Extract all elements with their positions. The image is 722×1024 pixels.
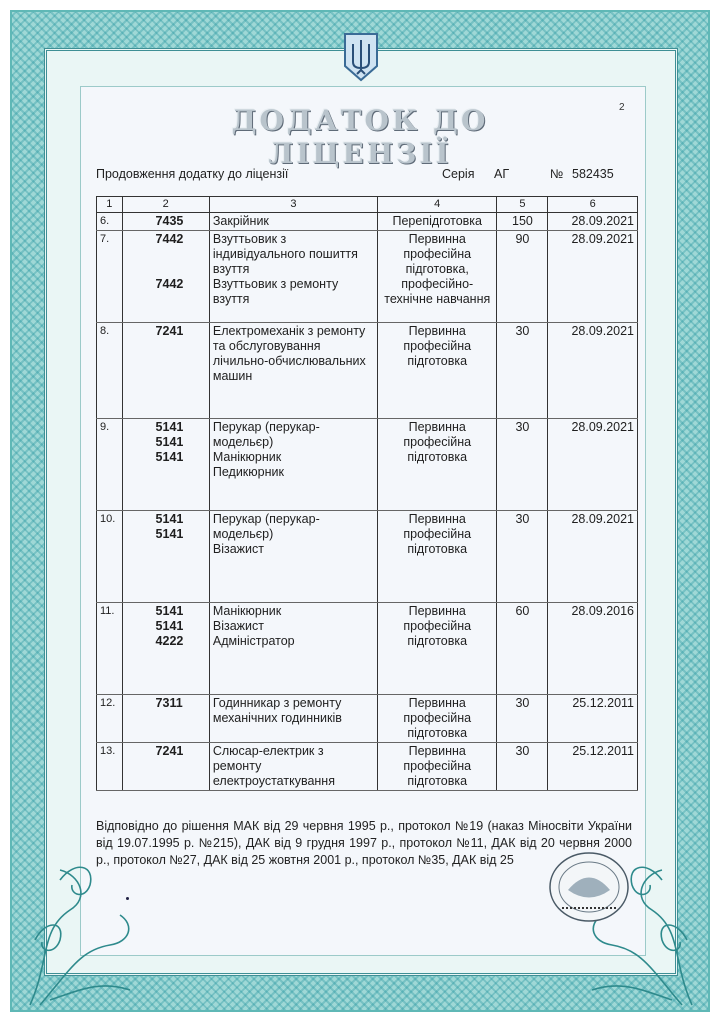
student-count: 30 bbox=[497, 695, 548, 743]
profession-name: Перукар (перукар-модельєр) bbox=[212, 512, 320, 541]
profession-names bbox=[209, 695, 377, 743]
training-type: Первинна професійна підготовка bbox=[378, 603, 497, 695]
continuation-label: Продовження додатку до ліцензії bbox=[96, 167, 289, 181]
profession-name: Манікюрник bbox=[212, 450, 282, 464]
profession-code: 7435 bbox=[155, 214, 184, 228]
row-number: 6. bbox=[97, 213, 123, 231]
profession-code: 5141 bbox=[155, 512, 184, 526]
student-count: 90 bbox=[497, 231, 548, 323]
profession-name: Педикюрник bbox=[212, 465, 284, 479]
profession-code: 7241 bbox=[155, 744, 184, 758]
license-date: 28.09.2016 bbox=[548, 603, 638, 695]
profession-name: Візажист bbox=[212, 619, 264, 633]
training-type: Первинна професійна підготовка bbox=[378, 323, 497, 419]
table-row bbox=[97, 695, 638, 743]
column-header: 3 bbox=[209, 197, 377, 213]
student-count: 30 bbox=[497, 511, 548, 603]
license-date: 28.09.2021 bbox=[548, 231, 638, 323]
license-date: 25.12.2011 bbox=[548, 743, 638, 791]
table-row bbox=[97, 511, 638, 603]
profession-name: Манікюрник bbox=[212, 604, 282, 618]
profession-code: 5141 bbox=[155, 450, 184, 464]
profession-code: 7311 bbox=[155, 696, 183, 710]
profession-names bbox=[209, 511, 377, 603]
row-number: 12. bbox=[97, 695, 123, 743]
profession-code: 7442 bbox=[155, 232, 184, 246]
profession-name: Візажист bbox=[212, 542, 264, 556]
ink-dot bbox=[126, 897, 129, 900]
profession-code: 5141 bbox=[155, 619, 184, 633]
training-type: Первинна професійна підготовка bbox=[378, 743, 497, 791]
student-count: 30 bbox=[497, 419, 548, 511]
column-header: 2 bbox=[122, 197, 209, 213]
profession-name: Адміністратор bbox=[212, 634, 295, 648]
training-type: Первинна професійна підготовка bbox=[378, 419, 497, 511]
table-row bbox=[97, 323, 638, 419]
series-label: Серія bbox=[442, 167, 475, 181]
profession-codes bbox=[122, 743, 209, 791]
number-label: № bbox=[550, 167, 564, 181]
profession-names bbox=[209, 213, 377, 231]
profession-codes bbox=[122, 603, 209, 695]
profession-name: Перукар (перукар-модельєр) bbox=[212, 420, 320, 449]
profession-codes bbox=[122, 511, 209, 603]
training-type: Первинна професійна підготовка bbox=[378, 511, 497, 603]
footer-text: Відповідно до рішення МАК від 29 червня 1995 р., протокол №19 (наказ Міносвіти України від 19.07.1995 р. №215), ДАК від 9 грудня 1997 р., протокол №11, ДАК від 20 червня 2000 р., протокол №27, ДАК від 25 жовтня 2001 р., протокол №35, ДАК від 25 bbox=[96, 819, 632, 867]
trident-emblem-icon bbox=[341, 30, 381, 84]
row-number: 10. bbox=[97, 511, 123, 603]
profession-name: Закрійник bbox=[212, 214, 269, 228]
column-header: 5 bbox=[497, 197, 548, 213]
student-count: 30 bbox=[497, 323, 548, 419]
row-number: 13. bbox=[97, 743, 123, 791]
series-value: АГ bbox=[494, 167, 510, 181]
profession-name: Взуттьовик з індивідуального пошиття взуття bbox=[212, 232, 358, 276]
license-date: 25.12.2011 bbox=[548, 695, 638, 743]
profession-codes bbox=[122, 419, 209, 511]
license-date: 28.09.2021 bbox=[548, 323, 638, 419]
table-row bbox=[97, 213, 638, 231]
profession-codes bbox=[122, 213, 209, 231]
profession-names bbox=[209, 323, 377, 419]
profession-codes bbox=[122, 231, 209, 323]
profession-codes bbox=[122, 323, 209, 419]
training-type: Первинна професійна підготовка bbox=[378, 695, 497, 743]
license-date: 28.09.2021 bbox=[548, 419, 638, 511]
profession-code: 7241 bbox=[155, 324, 184, 338]
profession-code: 7442 bbox=[155, 277, 184, 291]
column-header: 6 bbox=[548, 197, 638, 213]
table-row bbox=[97, 231, 638, 323]
profession-name: Годинникар з ремонту механічних годинників bbox=[212, 696, 342, 725]
table-header-row bbox=[97, 197, 638, 213]
profession-code: 5141 bbox=[155, 527, 184, 541]
license-date: 28.09.2021 bbox=[548, 213, 638, 231]
row-number: 11. bbox=[97, 603, 123, 695]
profession-names bbox=[209, 743, 377, 791]
profession-name: Слюсар-електрик з ремонту електроустаткування bbox=[212, 744, 335, 788]
training-type: Перепідготовка bbox=[378, 213, 497, 231]
profession-code: 5141 bbox=[155, 420, 184, 434]
profession-names bbox=[209, 603, 377, 695]
profession-names bbox=[209, 231, 377, 323]
profession-code: 5141 bbox=[155, 604, 184, 618]
document-title: ДОДАТОК ДО ЛІЦЕНЗІЇ bbox=[231, 104, 489, 170]
hologram-stamp-icon bbox=[548, 850, 630, 924]
license-table bbox=[96, 196, 638, 791]
row-number: 7. bbox=[97, 231, 123, 323]
student-count: 150 bbox=[497, 213, 548, 231]
license-date: 28.09.2021 bbox=[548, 511, 638, 603]
profession-name: Взуттьовик з ремонту взуття bbox=[212, 277, 339, 306]
profession-name: Електромеханік з ремонту та обслуговування лічильно-обчислювальних машин bbox=[212, 324, 366, 383]
student-count: 30 bbox=[497, 743, 548, 791]
student-count: 60 bbox=[497, 603, 548, 695]
profession-code: 5141 bbox=[155, 435, 184, 449]
row-number: 8. bbox=[97, 323, 123, 419]
training-type: Первинна професійна підготовка, професійно-технічне навчання bbox=[378, 231, 497, 323]
column-header: 4 bbox=[378, 197, 497, 213]
column-header: 1 bbox=[97, 197, 123, 213]
number-value: 582435 bbox=[572, 167, 614, 181]
profession-code: 4222 bbox=[155, 634, 184, 648]
table-row bbox=[97, 743, 638, 791]
table-row bbox=[97, 603, 638, 695]
page-number: 2 bbox=[619, 102, 625, 113]
table-row bbox=[97, 419, 638, 511]
row-number: 9. bbox=[97, 419, 123, 511]
profession-names bbox=[209, 419, 377, 511]
profession-codes bbox=[122, 695, 209, 743]
